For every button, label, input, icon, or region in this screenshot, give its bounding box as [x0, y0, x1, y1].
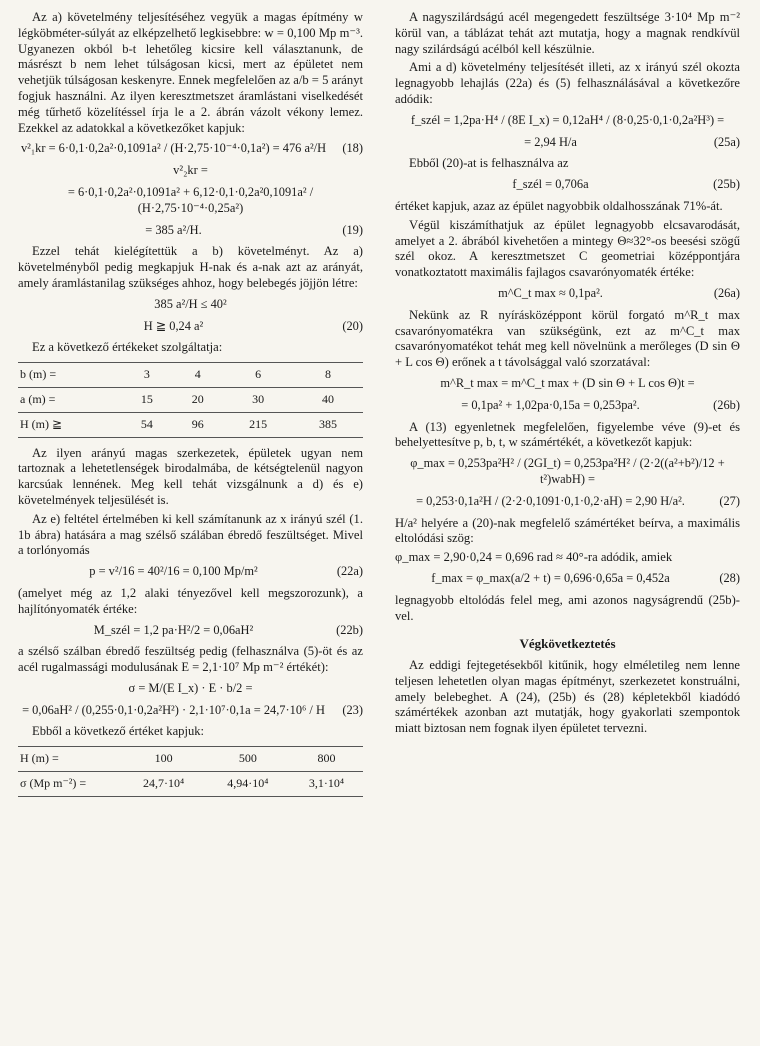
stress-table-cell: 500	[206, 747, 290, 772]
paragraph: értéket kapjuk, azaz az épület nagyobbik oldalhosszának 71%-át.	[395, 198, 723, 213]
paragraph: Végül kiszámíthatjuk az épület legnagyobb elcsavarodását, amelyet a 2. ábrából kivehetően a mintegy Θ≈32°-os beesési szögű szél okoz. A keresztmetszet C geometriai középpontjára vonatkoztatott maximális fajlagos csavarónyomaték értéke:	[395, 217, 740, 280]
stress-table-cell: 4,94·10⁴	[206, 772, 290, 797]
equation-27-head	[395, 456, 740, 488]
paragraph: A (13) egyenletnek megfelelően, figyelembe véve (9)-et és behelyettesítve p, b, t, w számértékét, a következőt kapjuk:	[395, 419, 740, 450]
dimension-table	[18, 362, 363, 437]
equation-26b	[395, 398, 740, 414]
equation-text: = 0,253·0,1a²H / (2·2·0,1091·0,1·0,2·aH) = 2,90 H/a².	[416, 493, 685, 508]
dimension-table-cell: b (m) =	[18, 363, 122, 388]
paragraph: Ezzel tehát kielégítettük a b) követelményt. Az a) követelményből pedig megkapjuk H-nak és a-nak azt az arányát, amely áramlástanilag szükséges ahhoz, hogy belebegés jöjjön létre:	[18, 244, 363, 290]
equation-text: = 385 a²/H.	[145, 222, 202, 237]
paragraph: Ez a következő értékeket szolgáltatja:	[32, 340, 223, 355]
dimension-table-cell: 54	[122, 412, 173, 437]
equation-22b	[18, 623, 363, 639]
equation-text: = 0,1pa² + 1,02pa·0,15a = 0,253pa².	[461, 397, 640, 412]
dimension-table-cell: 3	[122, 363, 173, 388]
equation-text: M_szél = 1,2 pa·H²/2 = 0,06aH²	[93, 622, 254, 637]
dimension-table-cell: 40	[293, 387, 363, 412]
paragraph: a szélső szálban ébredő feszültség pedig (felhasználva (5)-öt és az acél rugalmassági modulusának E = 2,1·10⁷ Mp m⁻² értékét):	[18, 644, 363, 675]
equation-23-head	[18, 681, 363, 697]
equation-25a-head	[395, 113, 740, 129]
equation-20	[18, 319, 363, 335]
paragraph: A nagyszilárdságú acél megengedett feszültsége 3·10⁴ Mp m⁻² körül van, a táblázat tehát azt mutatja, hogy a magnak rendkívül nagy szilárdságú acélból kell készülnie.	[395, 10, 740, 56]
paragraph: Az ilyen arányú magas szerkezetek, épületek ugyan nem tartoznak a lehetetlenségek birodalmába, de kétségtelenül nagyon karcsúak lennének. Meg kell tehát vizsgálnunk a d) és e) követelmények teljesülését is.	[18, 445, 363, 507]
stress-table-cell: 100	[122, 747, 206, 772]
equation-number: (26a)	[713, 285, 740, 300]
dimension-table-cell: 8	[293, 363, 363, 388]
paragraph: Az e) feltétel értelmében ki kell számítanunk az x irányú szél (1. 1b ábra) hatására a mag szélső szálában ébredő feszültséget. Mivel a torlónyomás	[18, 511, 363, 558]
equation-27	[395, 494, 740, 510]
dimension-table-cell: 15	[122, 387, 173, 412]
right-column	[395, 10, 740, 740]
paragraph: H/a² helyére a (20)-nak megfelelő számértéket beírva, a maximális eltolódási szög:	[395, 515, 740, 546]
dimension-table-cell: 215	[223, 412, 293, 437]
paragraph: φ_max = 2,90·0,24 = 0,696 rad ≈ 40°-ra adódik, amiek	[395, 550, 673, 565]
equation-19-body	[18, 185, 363, 217]
equation-text: f_szél = 0,706a	[512, 177, 589, 192]
paragraph: legnagyobb eltolódás felel meg, ami azonos nagyságrendű (25b)-vel.	[395, 592, 740, 623]
equation-number: (26b)	[713, 397, 740, 412]
equation-text: f_max = φ_max(a/2 + t) = 0,696·0,65a = 0,452a	[431, 570, 670, 585]
paragraph: Az eddigi fejtegetésekből kitűnik, hogy elméletileg nem lenne teljesen lehetetlen olyan magas építményt, szerkezetet konstruálni, amely belebeghet. A (24), (25b) és (28) képletekből kiadódó számértékek azonban azt mutatják, hogy gyakorlati szempontok miatt biztosan nem fognak ilyen épületet tervezni.	[395, 658, 740, 736]
equation-number: (25a)	[713, 134, 740, 149]
equation-25a	[395, 135, 740, 151]
paragraph: Ebből (20)-at is felhasználva az	[409, 156, 569, 171]
equation-number: (25b)	[713, 177, 740, 192]
dimension-table-cell: 20	[172, 387, 223, 412]
dimension-table-cell: 4	[172, 363, 223, 388]
paragraph: Nekünk az R nyírásközéppont körül forgató m^R_t max csavarónyomatékra van szükségünk, ezt az m^C_t max csavarónyomatékot tehát meg kell növelnünk a merőleges (D sin Θ + L cos Θ) erőnek a t távolsággal való szorzatával:	[395, 307, 740, 370]
equation-18	[18, 141, 363, 157]
equation-26a	[395, 286, 740, 302]
equation-text: m^R_t max = m^C_t max + (D sin Θ + L cos Θ)t =	[440, 375, 695, 390]
equation-number: (18)	[342, 141, 363, 156]
equation-text: = 0,06aH² / (0,255·0,1·0,2a²H²) · 2,1·10⁷·0,1a = 24,7·10⁶ / H	[22, 702, 325, 717]
equation-number: (20)	[342, 318, 363, 333]
dimension-table-cell: 6	[223, 363, 293, 388]
equation-number: (19)	[342, 222, 363, 237]
stress-table-cell: 3,1·10⁴	[290, 772, 363, 797]
equation-text: = 6·0,1·0,2a²·0,1091a² + 6,12·0,1·0,2a²0,1091a² / (H·2,75·10⁻⁴·0,25a²)	[67, 184, 314, 215]
equation-number: (28)	[719, 570, 740, 585]
equation-22a	[18, 564, 363, 580]
dimension-table-row	[18, 387, 363, 412]
equation-19-head	[18, 163, 363, 179]
equation-28	[395, 571, 740, 587]
dimension-table-cell: 30	[223, 387, 293, 412]
equation-text: v²₂kr =	[173, 163, 208, 178]
equation-text: H ≧ 0,24 a²	[143, 318, 204, 333]
equation-number: (23)	[342, 702, 363, 717]
equation-number: (22b)	[336, 622, 363, 637]
dimension-table-cell: 385	[293, 412, 363, 437]
equation-text: 385 a²/H ≤ 40²	[154, 296, 227, 311]
stress-table-cell: σ (Mp m⁻²) =	[18, 772, 122, 797]
equation-text: σ = M/(E I_x) · E · b/2 =	[128, 680, 253, 695]
left-column	[18, 10, 363, 805]
paragraph: (amelyet még az 1,2 alaki tényezővel kell megszorozunk), a hajlítónyomaték értéke:	[18, 585, 363, 616]
equation-26b-head	[395, 376, 740, 392]
stress-table-cell: 24,7·10⁴	[122, 772, 206, 797]
equation-25b	[395, 177, 740, 193]
paragraph: Ebből a következő értéket kapjuk:	[32, 724, 205, 739]
equation-20-ineq	[18, 297, 363, 313]
dimension-table-cell: a (m) =	[18, 387, 122, 412]
equation-number: (22a)	[336, 564, 363, 579]
section-heading: Végkövetkeztetés	[519, 636, 616, 652]
stress-table-row	[18, 747, 363, 772]
equation-19	[18, 223, 363, 239]
stress-table-cell: H (m) =	[18, 747, 122, 772]
equation-23	[18, 703, 363, 719]
paragraph: Ami a d) követelmény teljesítését illeti, az x irányú szél okozta legnagyobb lehajlás (22a) és (5) felhasználásával a következőre adódik:	[395, 60, 740, 106]
equation-text: m^C_t max ≈ 0,1pa².	[498, 285, 603, 300]
equation-number: (27)	[719, 493, 740, 508]
dimension-table-cell: H (m) ≧	[18, 412, 122, 437]
equation-text: = 2,94 H/a	[524, 134, 577, 149]
dimension-table-cell: 96	[172, 412, 223, 437]
dimension-table-row	[18, 363, 363, 388]
equation-text: φ_max = 0,253pa²H² / (2GI_t) = 0,253pa²H² / (2·2((a²+b²)/12 + t²)wabH) =	[410, 456, 725, 486]
stress-table	[18, 746, 363, 797]
paragraph: Az a) követelmény teljesítéséhez vegyük a magas építmény w légköbméter-súlyát az elképzelhető legkisebbre: w = 0,100 Mp m⁻³. Ugyanezen okból b-t lehetőleg kicsire kell választanunk, de másrészt b nem lehet túlságosan kicsi, mert az épületet nem vehetjük túlságosan keskenyre. Ennek megfelelően az a/b = 5 arányt fogjuk használni. Az ilyen keresztmetszet áramlástani viselkedését még tűrhető közelítéssel írja le a 2. ábrán vázolt vékony lemez. Ezekkel az adatokkal a következőket kapjuk:	[18, 10, 363, 135]
stress-table-cell: 800	[290, 747, 363, 772]
dimension-table-row	[18, 412, 363, 437]
stress-table-row	[18, 772, 363, 797]
equation-text: p = v²/16 = 40²/16 = 0,100 Mp/m²	[89, 564, 258, 579]
equation-text: f_szél = 1,2pa·H⁴ / (8E I_x) = 0,12aH⁴ / (8·0,25·0,1·0,2a²H³) =	[410, 112, 725, 127]
equation-text: v²₁kr = 6·0,1·0,2a²·0,1091a² / (H·2,75·10⁻⁴·0,1a²) = 476 a²/H	[20, 141, 327, 156]
